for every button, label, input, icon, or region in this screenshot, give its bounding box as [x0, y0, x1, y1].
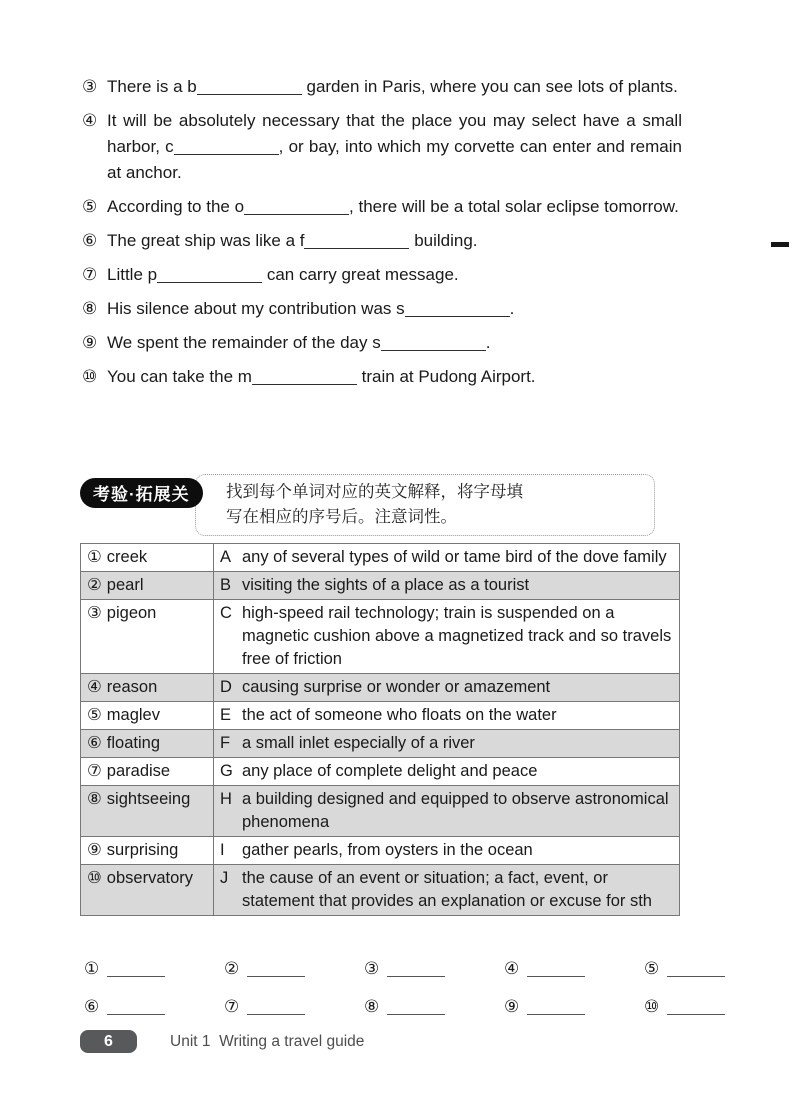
- match-table-body: [81, 544, 680, 916]
- answer-line: [527, 1001, 585, 1015]
- word-number: ⑩: [87, 869, 102, 887]
- definition-letter: B: [220, 576, 232, 594]
- definition-letter: I: [220, 841, 225, 859]
- definition-cell: [214, 674, 680, 702]
- exercise-item: [82, 262, 682, 288]
- item-number: ⑥: [82, 231, 98, 250]
- definition-letter: E: [220, 706, 232, 724]
- word-number: ⑧: [87, 790, 102, 808]
- word-cell: [81, 730, 214, 758]
- table-row: [81, 572, 680, 600]
- word-cell: [81, 600, 214, 674]
- definition: [220, 574, 673, 597]
- word-label: paradise: [106, 762, 171, 780]
- answer-number: ⑧: [364, 997, 380, 1016]
- exercise-item: [82, 108, 682, 186]
- definition: [220, 602, 673, 671]
- answer-slot: [644, 956, 784, 982]
- definition-cell: [214, 730, 680, 758]
- table-row: [81, 544, 680, 572]
- definition-cell: [214, 600, 680, 674]
- table-row: [81, 837, 680, 865]
- definition-text: visiting the sights of a place as a tourist: [242, 576, 530, 594]
- definition-cell: [214, 702, 680, 730]
- table-row: [81, 674, 680, 702]
- item-number: ⑧: [82, 299, 98, 318]
- word-label: pigeon: [106, 604, 157, 622]
- fill-blank: [252, 371, 357, 385]
- answer-line: [387, 1001, 445, 1015]
- definition-text: any of several types of wild or tame bird of the dove family: [242, 548, 667, 566]
- word-number: ①: [87, 548, 102, 566]
- printer-edge-mark: [771, 242, 789, 247]
- table-row: [81, 702, 680, 730]
- answer-number: ⑥: [84, 997, 100, 1016]
- item-text: It will be absolutely necessary that the place you may select have a small harbor, c , or bay, into which my corvette can enter and remain at anchor.: [107, 111, 682, 182]
- answer-line: [527, 963, 585, 977]
- instruction-box: [195, 474, 655, 536]
- definition-text: a small inlet especially of a river: [242, 734, 475, 752]
- word-label: observatory: [106, 869, 194, 887]
- answer-slot: [364, 956, 504, 982]
- word-number: ③: [87, 604, 102, 622]
- item-text: You can take the m train at Pudong Airport.: [107, 367, 536, 386]
- definition-text: gather pearls, from oysters in the ocean: [242, 841, 533, 859]
- item-number: ⑤: [82, 197, 98, 216]
- answer-slot: [504, 994, 644, 1020]
- answer-number: ⑨: [504, 997, 520, 1016]
- table-row: [81, 758, 680, 786]
- fill-blank: [244, 201, 349, 215]
- answer-row-2: [84, 994, 744, 1020]
- definition-text: a building designed and equipped to observe astronomical phenomena: [242, 790, 669, 831]
- item-number: ④: [82, 111, 98, 130]
- answer-line: [107, 963, 165, 977]
- word-cell: [81, 758, 214, 786]
- definition: [220, 839, 673, 862]
- answer-slot: [224, 956, 364, 982]
- instruction-line: 找到每个单词对应的英文解释，将字母填: [226, 483, 523, 501]
- word-label: creek: [106, 548, 148, 566]
- item-text: His silence about my contribution was s .: [107, 299, 515, 318]
- item-text: We spent the remainder of the day s .: [107, 333, 491, 352]
- definition-letter: C: [220, 604, 232, 622]
- word-label: sightseeing: [106, 790, 191, 808]
- definition-letter: J: [220, 869, 229, 887]
- page-footer: [80, 1030, 364, 1053]
- exercise-list: [82, 74, 682, 398]
- word-number: ②: [87, 576, 102, 594]
- definition-text: causing surprise or wonder or amazement: [242, 678, 551, 696]
- match-table: [80, 543, 680, 916]
- answer-number: ⑤: [644, 959, 660, 978]
- item-number: ⑩: [82, 367, 98, 386]
- exercise-item: [82, 194, 682, 220]
- fill-blank: [174, 141, 279, 155]
- definition: [220, 704, 673, 727]
- answer-number: ①: [84, 959, 100, 978]
- answer-line: [387, 963, 445, 977]
- definition: [220, 760, 673, 783]
- item-text: The great ship was like a f building.: [107, 231, 478, 250]
- item-number: ⑦: [82, 265, 98, 284]
- exercise-item: [82, 364, 682, 390]
- answer-number: ③: [364, 959, 380, 978]
- definition-text: any place of complete delight and peace: [242, 762, 538, 780]
- word-number: ⑦: [87, 762, 102, 780]
- fill-blank: [197, 81, 302, 95]
- answer-row-1: [84, 956, 744, 982]
- fill-blank: [304, 235, 409, 249]
- table-row: [81, 600, 680, 674]
- word-label: reason: [106, 678, 158, 696]
- answer-slot: [364, 994, 504, 1020]
- definition-text: the cause of an event or situation; a fact, event, or statement that provides an explanation or excuse for sth: [242, 869, 652, 910]
- exercise-item: [82, 296, 682, 322]
- fill-blank: [405, 303, 510, 317]
- item-text: According to the o , there will be a total solar eclipse tomorrow.: [107, 197, 679, 216]
- answer-slot: [504, 956, 644, 982]
- word-cell: [81, 544, 214, 572]
- definition-letter: F: [220, 734, 231, 752]
- definition-cell: [214, 544, 680, 572]
- instruction-line: 写在相应的序号后。注意词性。: [226, 508, 457, 526]
- unit-title: Unit 1 Writing a travel guide: [170, 1032, 365, 1050]
- definition: [220, 732, 673, 755]
- answer-slot: [224, 994, 364, 1020]
- answer-number: ⑩: [644, 997, 660, 1016]
- table-row: [81, 786, 680, 837]
- answer-slot: [84, 994, 224, 1020]
- word-cell: [81, 702, 214, 730]
- definition-text: high-speed rail technology; train is suspended on a magnetic cushion above a magnetized track and so travels free of friction: [242, 604, 672, 668]
- exercise-item: [82, 74, 682, 100]
- definition: [220, 546, 673, 569]
- page-number-badge: 6: [80, 1030, 137, 1053]
- word-label: pearl: [106, 576, 144, 594]
- definition: [220, 788, 673, 834]
- fill-blank: [381, 337, 486, 351]
- definition: [220, 867, 673, 913]
- word-label: floating: [106, 734, 161, 752]
- table-row: [81, 865, 680, 916]
- fill-blank: [157, 269, 262, 283]
- definition-cell: [214, 572, 680, 600]
- item-text: Little p can carry great message.: [107, 265, 459, 284]
- definition-letter: G: [220, 762, 233, 780]
- definition-cell: [214, 865, 680, 916]
- answer-number: ④: [504, 959, 520, 978]
- exercise-item: [82, 228, 682, 254]
- word-cell: [81, 837, 214, 865]
- answer-line: [247, 963, 305, 977]
- answer-number: ⑦: [224, 997, 240, 1016]
- answer-line: [247, 1001, 305, 1015]
- answer-blanks: [84, 956, 744, 1020]
- word-cell: [81, 572, 214, 600]
- word-number: ⑤: [87, 706, 102, 724]
- exercise-item: [82, 330, 682, 356]
- word-cell: [81, 674, 214, 702]
- answer-slot: [84, 956, 224, 982]
- answer-line: [667, 1001, 725, 1015]
- definition-cell: [214, 758, 680, 786]
- definition-letter: H: [220, 790, 232, 808]
- definition-cell: [214, 786, 680, 837]
- item-number: ③: [82, 77, 98, 96]
- section-header: [80, 472, 680, 534]
- table-row: [81, 730, 680, 758]
- word-label: surprising: [106, 841, 179, 859]
- answer-number: ②: [224, 959, 240, 978]
- definition: [220, 676, 673, 699]
- answer-line: [667, 963, 725, 977]
- item-text: There is a b garden in Paris, where you can see lots of plants.: [107, 77, 678, 96]
- word-number: ④: [87, 678, 102, 696]
- word-label: maglev: [106, 706, 160, 724]
- answer-slot: [644, 994, 784, 1020]
- item-number: ⑨: [82, 333, 98, 352]
- word-number: ⑨: [87, 841, 102, 859]
- word-cell: [81, 865, 214, 916]
- word-number: ⑥: [87, 734, 102, 752]
- definition-letter: A: [220, 548, 232, 566]
- word-cell: [81, 786, 214, 837]
- section-badge: 考验·拓展关: [80, 478, 203, 508]
- definition-letter: D: [220, 678, 232, 696]
- answer-line: [107, 1001, 165, 1015]
- definition-cell: [214, 837, 680, 865]
- definition-text: the act of someone who floats on the water: [242, 706, 557, 724]
